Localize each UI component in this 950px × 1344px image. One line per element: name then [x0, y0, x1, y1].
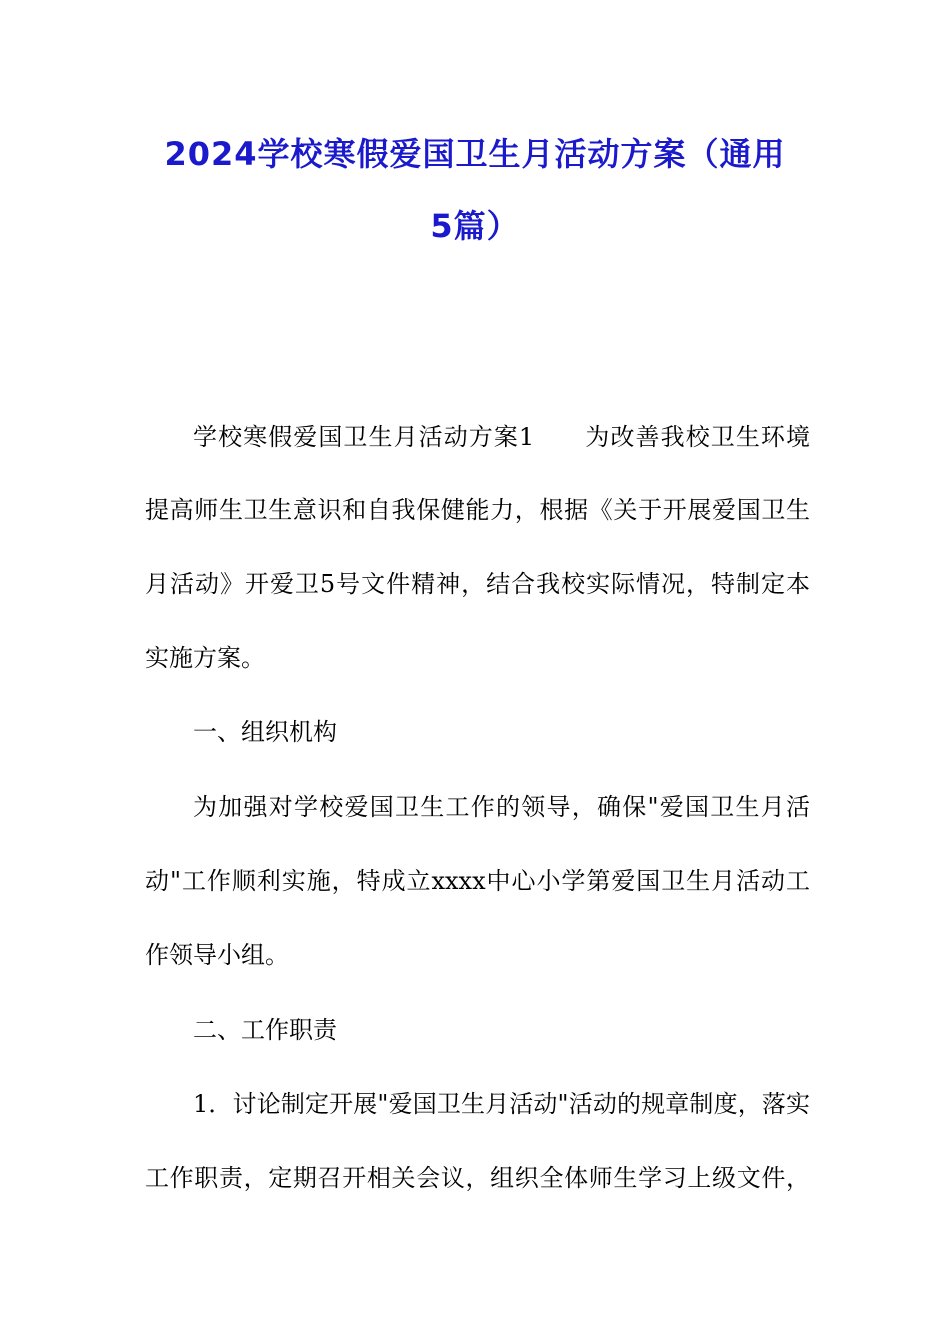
paragraph-line: 工作职责，定期召开相关会议，组织全体师生学习上级文件， — [145, 1164, 810, 1192]
paragraph-line: 1．讨论制定开展"爱国卫生月活动"活动的规章制度，落实 — [193, 1090, 810, 1118]
section-heading: 一、组织机构 — [193, 718, 337, 746]
paragraph-line: 学校寒假爱国卫生月活动方案1 为改善我校卫生环境 — [193, 423, 810, 451]
paragraph-line: 提高师生卫生意识和自我保健能力，根据《关于开展爱国卫生 — [145, 496, 810, 524]
paragraph-line: 作领导小组。 — [145, 941, 289, 969]
section-heading: 二、工作职责 — [193, 1016, 337, 1044]
paragraph-line: 月活动》开爱卫5号文件精神，结合我校实际情况，特制定本 — [145, 570, 810, 598]
document-title-line-1: 2024学校寒假爱国卫生月活动方案（通用 — [164, 135, 786, 173]
paragraph-line: 为加强对学校爱国卫生工作的领导，确保"爱国卫生月活 — [193, 793, 810, 821]
paragraph-line: 动"工作顺利实施，特成立xxxx中心小学第爱国卫生月活动工 — [145, 867, 810, 895]
paragraph-line: 实施方案。 — [145, 644, 265, 672]
document-title-line-2: 5篇） — [430, 207, 520, 245]
